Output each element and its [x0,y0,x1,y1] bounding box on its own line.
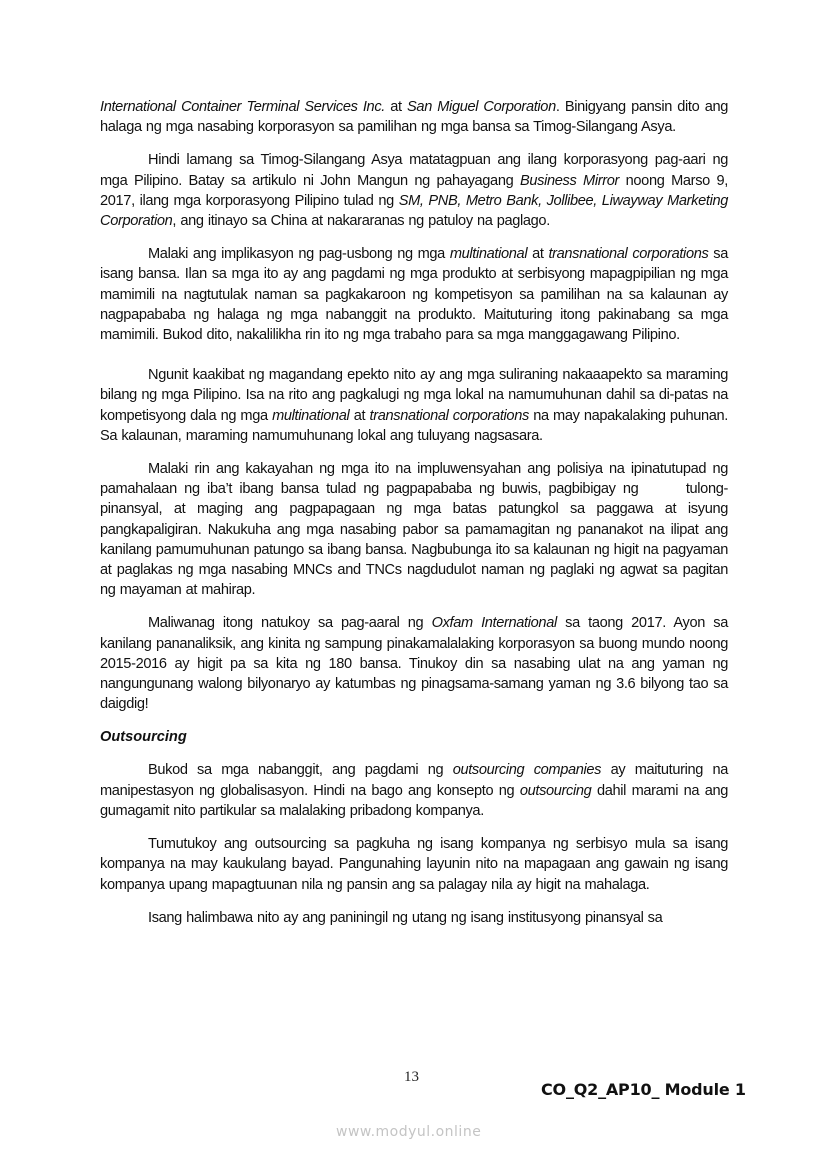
paragraph-p5 [100,459,728,600]
paragraph-p9 [100,908,728,928]
watermark-url: www.modyul.online [336,1124,482,1140]
text-run: Tumutukoy ang outsourcing sa pagkuha ng isang kompanya ng serbisyo mula sa isang kompanya na may kaukulang bayad. Pangunahing layunin nito na mapagaan ang gawain ng isang kompanya upang mapagtuunan nila ng pansin ang sa palagay nila ay higit na mahalaga. [100,836,728,893]
paragraph-p3 [100,244,728,345]
module-code: CO_Q2_AP10_ Module 1 [541,1080,746,1099]
paragraph-p7 [100,760,728,821]
italic-text-run: transnational corporations [548,246,709,263]
italic-text-run: transnational corporations [369,407,529,424]
text-run: Isang halimbawa nito ay ang paniningil ng utang ng isang institusyong pinansyal sa [148,909,663,926]
italic-text-run: International Container Terminal Services Inc. [100,99,385,115]
paragraphs-before-heading [100,97,728,714]
text-run: at [349,407,370,424]
paragraph-p6 [100,613,728,714]
text-run: Hindi lamang sa Timog-Silangang Asya matatagpuan ang ilang korporasyong pag-aari ng mga Pilipino. Batay sa artikulo ni John Mangun ng pahayagang [100,152,728,189]
text-run: Malaki ang implikasyon ng pag-usbong ng mga [148,246,450,263]
text-run: dahil marami na ang gumagamit nito partikular sa malalaking pribadong kompanya. [100,782,728,819]
text-run: Maliwanag itong natukoy sa pag-aaral ng [148,615,432,632]
text-run: sa taong 2017. Ayon sa kanilang pananaliksik, ang kinita ng sampung pinakamalalaking korporasyon sa buong mundo noong 2015-2016 ay higit pa sa kita ng 180 bansa. Tinukoy din sa nasabing ulat na ang yaman ng nangungunang walong bilyonaryo ay katumbas ng pinagsama-samang yaman ng 3.6 bilyong tao sa daigdig! [100,615,728,713]
page-body [100,97,728,941]
text-run: . Binigyang pansin dito ang halaga ng mga nasabing korporasyon sa pamilihan ng mga bansa sa Timog-Silangang Asya. [100,99,728,136]
italic-text-run: SM, PNB, Metro Bank, Jollibee, Liwayway Marketing Corporation [100,192,728,230]
italic-text-run: outsourcing [519,782,592,799]
text-run: sa isang bansa. Ilan sa mga ito ay ang pagdami ng mga produkto at serbisyong mapagpipilian ng mga mamimili na nagtutulak naman sa pagkakaroon ng kompetisyon sa pamilihan na sa kalaunan ay nagpapababa ng halaga ng mga nabanggit na produkto. Maituturing itong pakinabang sa mga mamimili. Bukod dito, nakalilikha rin ito ng mga trabaho para sa mga manggagawang Pilipino. [100,246,729,344]
italic-text-run: outsourcing companies [452,762,602,779]
italic-text-run: multinational [449,246,528,263]
italic-text-run: Business Mirror [519,172,620,189]
paragraph-p2 [100,150,728,231]
text-run: at [384,99,408,115]
text-run: at [527,246,549,263]
text-run: na may napakalaking puhunan. Sa kalaunan, maraming namumuhunang lokal ang tuluyang nagsasara. [100,407,729,444]
text-run: ay maituturing na manipestasyon ng globalisasyon. Hindi na bago ang konsepto ng [100,762,728,799]
text-run: noong Marso 9, 2017, ilang mga korporasyong Pilipino tulad ng [100,172,728,209]
text-run: , ang itinayo sa China at nakararanas ng patuloy na paglago. [172,213,550,230]
italic-text-run: San Miguel Corporation [407,99,556,115]
text-run: Bukod sa mga nabanggit, ang pagdami ng [148,762,453,779]
paragraph-p1 [100,97,728,137]
page-number: 13 [404,1069,419,1085]
text-run: tulong-pinansyal, at maging ang pagpapagaan ng mga batas patungkol sa paggawa at isyung pangkapaligiran. Nakukuha ang mga nasabing pabor sa pamamagitan ng pananakot na ilipat ang kanilang pamumuhunan patungo sa ibang bansa. Nagbubunga ito sa kalaunan ng higit na pagyaman at paglakas ng mga nasabing MNCs and TNCs nagdudulot naman ng paglaki ng agwat sa pagitan ng mayaman at mahirap. [100,481,728,599]
paragraph-p8 [100,834,728,895]
paragraphs-after-heading [100,760,728,927]
text-run: Malaki rin ang kakayahan ng mga ito na impluwensyahan ang polisiya na ipinatutupad ng pamahalaan ng iba’t ibang bansa tulad ng pagpapababa ng buwis, pagbibigay ng [100,461,728,498]
text-run: Ngunit kaakibat ng magandang epekto nito ay ang mga suliraning nakaaapekto sa maraming bilang ng mga Pilipino. Isa na rito ang pagkalugi ng mga lokal na namumuhunan dahil sa di-patas na kompetisyong dala ng mga [100,367,728,424]
paragraph-p4 [100,365,728,446]
section-heading-outsourcing: Outsourcing [100,729,187,746]
italic-text-run: Oxfam International [431,615,557,632]
italic-text-run: multinational [272,407,350,424]
